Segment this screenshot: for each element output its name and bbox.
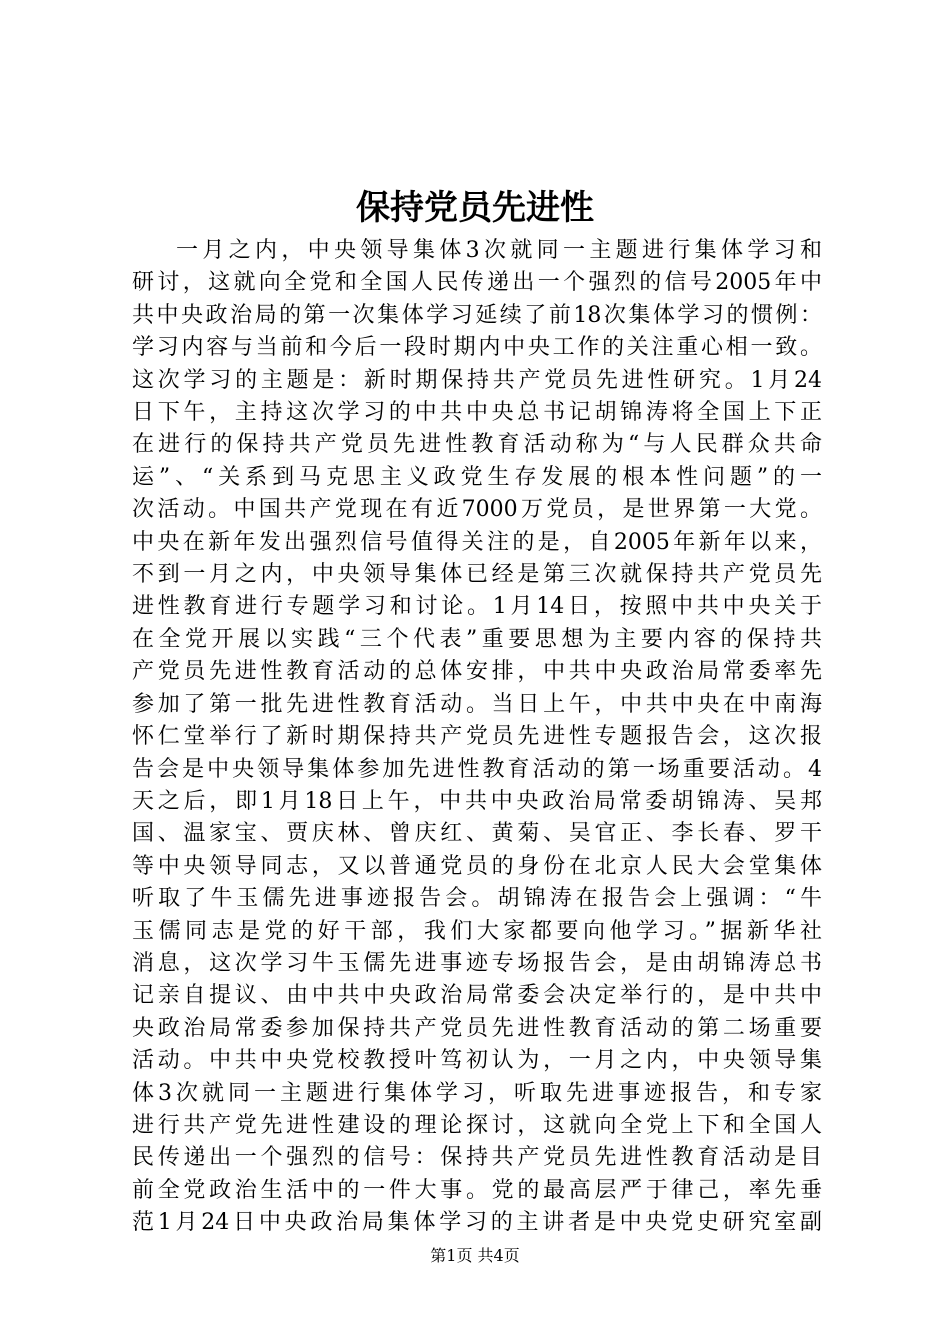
body-line: 进性教育进行专题学习和讨论。1月14日，按照中共中央关于 [132, 594, 822, 620]
body-line: 在进行的保持共产党员先进性教育活动称为“与人民群众共命 [132, 432, 822, 458]
body-line: 央政治局常委参加保持共产党员先进性教育活动的第二场重要 [132, 1015, 822, 1041]
body-line: 听取了牛玉儒先进事迹报告会。胡锦涛在报告会上强调：“牛 [132, 886, 822, 912]
body-line: 怀仁堂举行了新时期保持共产党员先进性专题报告会，这次报 [132, 724, 822, 750]
body-line: 范1月24日中央政治局集体学习的主讲者是中央党史研究室副 [132, 1210, 822, 1236]
body-line: 次活动。中国共产党现在有近7000万党员，是世界第一大党。 [132, 497, 822, 523]
body-line: 共中央政治局的第一次集体学习延续了前18次集体学习的惯例： [132, 302, 822, 328]
body-line: 活动。中共中央党校教授叶笃初认为，一月之内，中央领导集 [132, 1048, 822, 1074]
body-line: 告会是中央领导集体参加先进性教育活动的第一场重要活动。4 [132, 756, 822, 782]
document-title: 保持党员先进性 [356, 188, 594, 228]
body-line: 前全党政治生活中的一件大事。党的最高层严于律己，率先垂 [132, 1177, 822, 1203]
page-number-footer: 第1页 共4页 [430, 1246, 520, 1265]
body-line: 体3次就同一主题进行集体学习，听取先进事迹报告，和专家 [132, 1080, 822, 1106]
body-line: 不到一月之内，中央领导集体已经是第三次就保持共产党员先 [132, 562, 822, 588]
body-line: 学习内容与当前和今后一段时期内中央工作的关注重心相一致。 [132, 335, 822, 361]
body-line: 研讨，这就向全党和全国人民传递出一个强烈的信号2005年中 [132, 270, 822, 296]
body-line: 进行共产党先进性建设的理论探讨，这就向全党上下和全国人 [132, 1112, 822, 1138]
body-line: 民传递出一个强烈的信号：保持共产党员先进性教育活动是目 [132, 1145, 822, 1171]
body-line: 产党员先进性教育活动的总体安排，中共中央政治局常委率先 [132, 659, 822, 685]
body-line: 在全党开展以实践“三个代表”重要思想为主要内容的保持共 [132, 626, 822, 652]
body-line: 日下午，主持这次学习的中共中央总书记胡锦涛将全国上下正 [132, 400, 822, 426]
body-line: 等中央领导同志，又以普通党员的身份在北京人民大会堂集体 [132, 853, 822, 879]
body-line: 中央在新年发出强烈信号值得关注的是，自2005年新年以来， [132, 529, 822, 555]
document-body [132, 235, 822, 1240]
body-line: 参加了第一批先进性教育活动。当日上午，中共中央在中南海 [132, 691, 822, 717]
body-line: 国、温家宝、贾庆林、曾庆红、黄菊、吴官正、李长春、罗干 [132, 821, 822, 847]
body-line: 天之后，即1月18日上午，中共中央政治局常委胡锦涛、吴邦 [132, 788, 822, 814]
body-line: 运”、“关系到马克思主义政党生存发展的根本性问题”的一 [132, 464, 822, 490]
body-line: 玉儒同志是党的好干部，我们大家都要向他学习。”据新华社 [132, 918, 822, 944]
body-line: 消息，这次学习牛玉儒先进事迹专场报告会，是由胡锦涛总书 [132, 950, 822, 976]
body-line: 这次学习的主题是：新时期保持共产党员先进性研究。1月24 [132, 367, 822, 393]
body-line: 记亲自提议、由中共中央政治局常委会决定举行的，是中共中 [132, 983, 822, 1009]
body-line: 一月之内，中央领导集体3次就同一主题进行集体学习和 [176, 238, 822, 263]
